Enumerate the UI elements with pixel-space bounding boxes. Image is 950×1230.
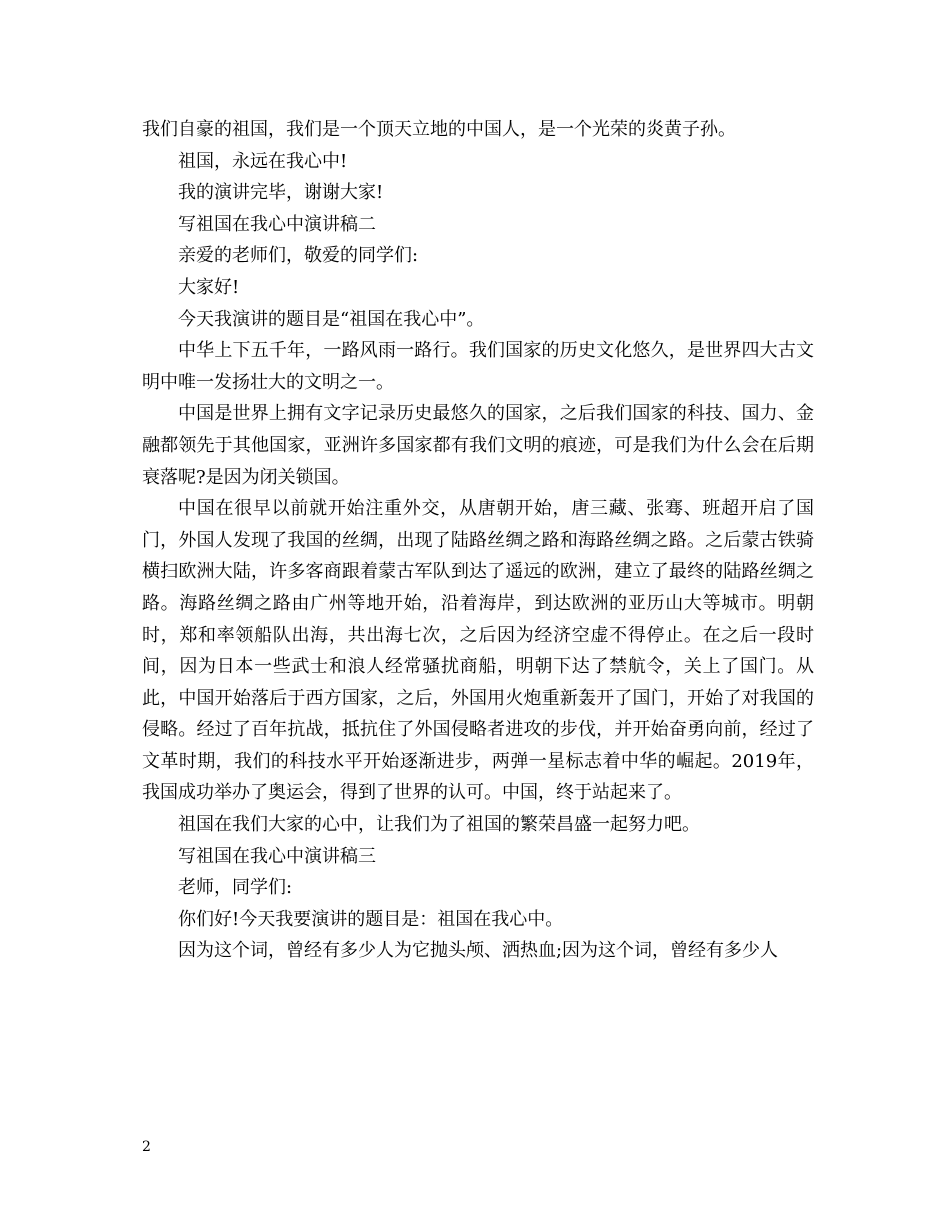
paragraph: 大家好! xyxy=(178,276,240,298)
paragraph: 亲爱的老师们，敬爱的同学们: xyxy=(178,245,419,267)
paragraph: 我们自豪的祖国，我们是一个顶天立地的中国人，是一个光荣的炎黄子孙。 xyxy=(142,119,736,140)
paragraph: 祖国在我们大家的心中，让我们为了祖国的繁荣昌盛一起努力吧。 xyxy=(178,814,700,836)
section-heading: 写祖国在我心中演讲稿三 xyxy=(178,845,376,867)
page-number: 2 xyxy=(142,1139,151,1155)
paragraph: 祖国，永远在我心中! xyxy=(178,150,348,172)
paragraph: 中华上下五千年，一路风雨一路行。我们国家的历史文化悠久，是世界四大古文明中唯一发扬壮大的文明之一。 xyxy=(142,340,814,393)
paragraph: 因为这个词，曾经有多少人为它抛头颅、洒热血;因为这个词，曾经有多少人 xyxy=(178,940,779,962)
paragraph: 我的演讲完毕，谢谢大家! xyxy=(178,182,384,204)
paragraph: 中国在很早以前就开始注重外交，从唐朝开始，唐三藏、张骞、班超开启了国门，外国人发现了我国的丝绸，出现了陆路丝绸之路和海路丝绸之路。之后蒙古铁骑横扫欧洲大陆，许多客商跟着蒙古军队到达了遥远的欧洲，建立了最终的陆路丝绸之路。海路丝绸之路由广州等地开始，沿着海岸，到达欧洲的亚历山大等城市。明朝时，郑和率领船队出海，共出海七次，之后因为经济空虚不得停止。在之后一段时间，因为日本一些武士和浪人经常骚扰商船，明朝下达了禁航令，关上了国门。从此，中国开始落后于西方国家，之后，外国用火炮重新轰开了国门，开始了对我国的侵略。经过了百年抗战，抵抗住了外国侵略者进攻的步伐，并开始奋勇向前，经过了文革时期，我们的科技水平开始逐渐进步，两弹一星标志着中华的崛起。2019年，我国成功举办了奥运会，得到了世界的认可。中国，终于站起来了。 xyxy=(142,498,814,804)
section-heading: 写祖国在我心中演讲稿二 xyxy=(178,213,376,235)
paragraph: 今天我演讲的题目是“祖国在我心中”。 xyxy=(178,308,485,330)
paragraph: 中国是世界上拥有文字记录历史最悠久的国家，之后我们国家的科技、国力、金融都领先于其他国家，亚洲许多国家都有我们文明的痕迹，可是我们为什么会在后期衰落呢?是因为闭关锁国。 xyxy=(142,403,814,488)
document-body xyxy=(142,114,814,967)
paragraph: 你们好!今天我要演讲的题目是：祖国在我心中。 xyxy=(178,908,564,930)
paragraph: 老师，同学们: xyxy=(178,877,293,899)
